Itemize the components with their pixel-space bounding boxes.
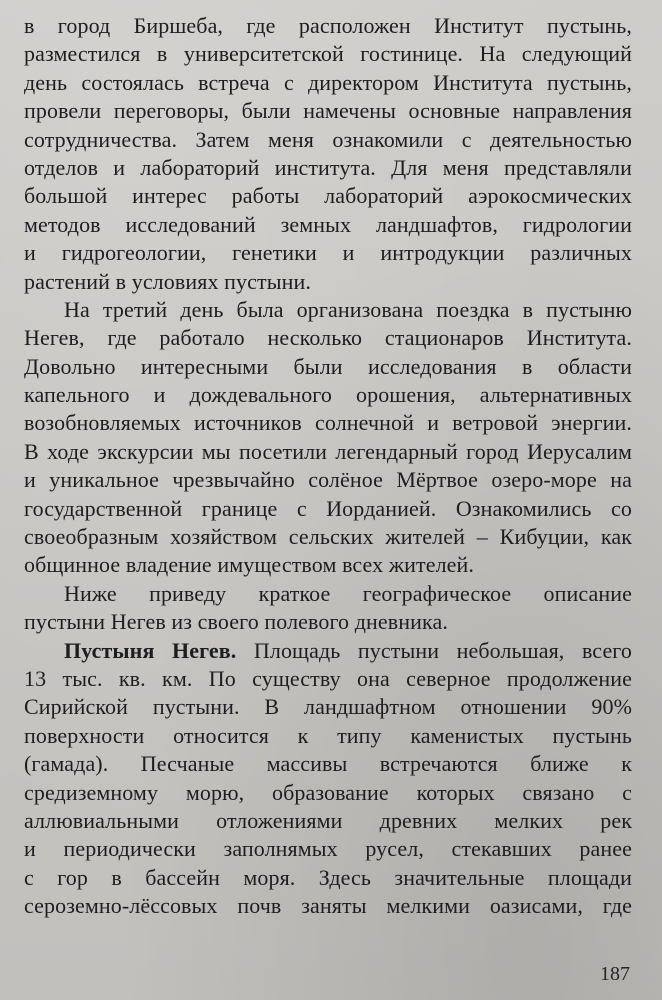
text-line: (гамада). Песчаные массивы встречаются ближе к <box>24 751 632 777</box>
text-line: с гор в бассейн моря. Здесь значительные площади <box>24 864 632 890</box>
text-line: пустыни Негев из своего полевого дневника. <box>24 609 448 635</box>
text-line: разместился в университетской гостинице. На следующий <box>24 41 632 67</box>
text-line: в город Биршеба, где расположен Институт пустынь, <box>24 13 632 38</box>
text-line: общинное владение имуществом всех жителей. <box>24 552 475 578</box>
text-line: большой интерес работы лабораторий аэрокосмических <box>24 183 632 209</box>
text-line: На третий день была организована поездка в пустыню <box>64 296 632 322</box>
text-line: государственной границе с Иорданией. Ознакомились со <box>24 495 632 521</box>
text-line: возобновляемых источников солнечной и ветровой энергии. <box>24 410 632 436</box>
text-line: средиземному морю, образование которых связано с <box>24 779 632 805</box>
text-line: капельного и дождевального орошения, альтернативных <box>24 382 632 408</box>
text-line: методов исследований земных ландшафтов, гидрологии <box>24 211 632 237</box>
text-line-with-heading <box>24 637 632 665</box>
text-line: своеобразным хозяйством сельских жителей – Кибуции, как <box>24 524 632 550</box>
text-line: В ходе экскурсии мы посетили легендарный город Иерусалим <box>24 438 632 464</box>
text-line: Довольно интересными были исследования в области <box>24 353 632 379</box>
body-text <box>24 12 632 921</box>
text-line: и периодически заполнямых русел, стекавших ранее <box>24 836 632 862</box>
text-line: отделов и лабораторий института. Для меня представляли <box>24 154 632 180</box>
page-number: 187 <box>600 963 630 985</box>
section-heading: Пустыня Негев. <box>64 637 237 663</box>
text-line: Площадь пустыни небольшая, всего <box>253 637 632 663</box>
text-line: Негев, где работало несколько стационаров Института. <box>24 325 632 351</box>
text-line: аллювиальными отложениями древних мелких рек <box>24 807 632 833</box>
text-line: и гидрогеологии, генетики и интродукции различных <box>24 240 632 266</box>
text-line: и уникальное чрезвычайно солёное Мёртвое озеро-море на <box>24 467 632 493</box>
text-line: день состоялась встреча с директором Института пустынь, <box>24 69 632 95</box>
text-line: провели переговоры, были намечены основные направления <box>24 98 632 124</box>
text-line: Ниже приведу краткое географическое описание <box>64 580 632 606</box>
text-line: растений в условиях пустыни. <box>24 268 311 294</box>
text-line: поверхности относится к типу каменистых пустынь <box>24 722 632 748</box>
text-line: 13 тыс. кв. км. По существу она северное продолжение <box>24 665 632 691</box>
text-line: Сирийской пустыни. В ландшафтном отношении 90% <box>24 694 632 720</box>
text-line: сотрудничества. Затем меня ознакомили с деятельностью <box>24 126 632 152</box>
text-line: сероземно-лёссовых почв заняты мелкими оазисами, где <box>24 893 632 919</box>
